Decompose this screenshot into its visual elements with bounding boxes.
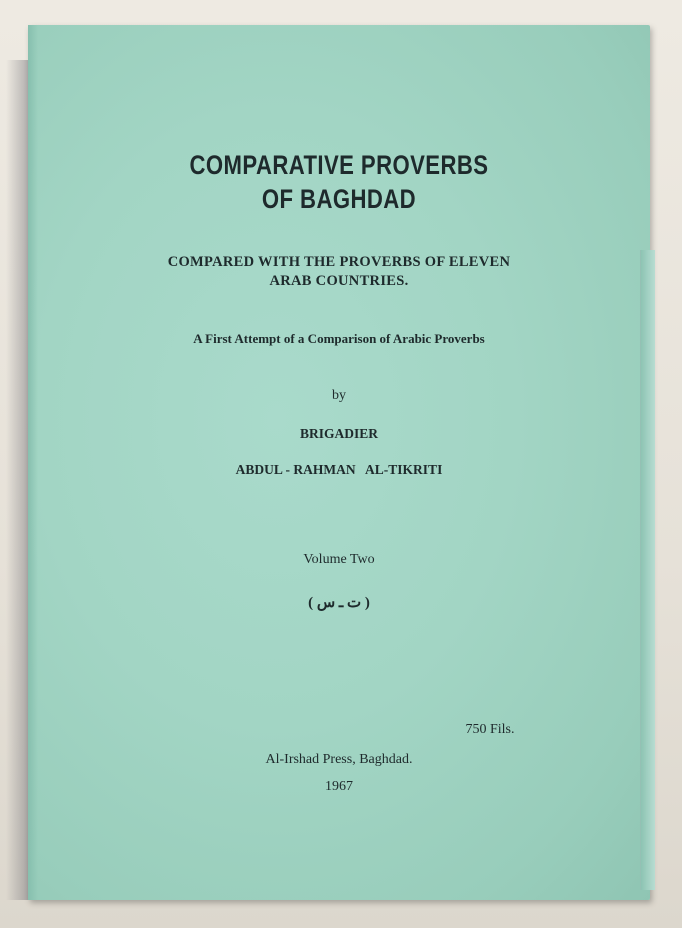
price: 750 Fils.: [465, 722, 515, 737]
subtitle-line-2: ARAB COUNTRIES.: [269, 273, 409, 289]
year: 1967: [325, 779, 353, 794]
by-label: by: [332, 388, 346, 403]
author-rank: BRIGADIER: [299, 426, 378, 441]
publisher: Al-Irshad Press, Baghdad.: [265, 752, 413, 767]
tagline: A First Attempt of a Comparison of Arabic Proverbs: [193, 331, 485, 346]
subtitle-line-1: COMPARED WITH THE PROVERBS OF ELEVEN: [167, 254, 511, 270]
title-line-2: OF BAGHDAD: [261, 184, 417, 214]
title-line-1: COMPARATIVE PROVERBS: [189, 150, 489, 180]
author-name: ABDUL - RAHMAN AL-TIKRITI: [235, 462, 443, 477]
volume-label: Volume Two: [303, 552, 375, 567]
volume-arabic: ( ت ـ س ): [308, 595, 370, 611]
